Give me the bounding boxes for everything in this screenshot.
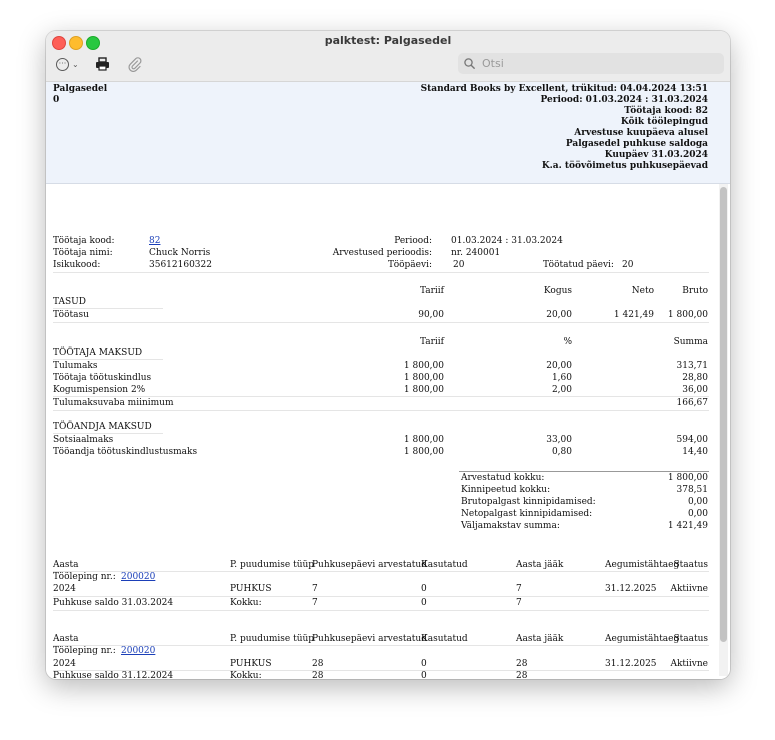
vertical-scrollbar[interactable] (719, 184, 728, 676)
window-title: palktest: Palgasedel (324, 34, 452, 47)
search-field[interactable] (458, 53, 724, 74)
leave-used: 0 (421, 659, 427, 669)
leave-accrued: 28 (312, 659, 324, 669)
column-header: Tariif (419, 286, 444, 296)
cell: 20,00 (546, 361, 572, 371)
leave-year: 2024 (53, 659, 76, 669)
leave-column-header: Aasta (53, 560, 79, 570)
column-header: Kogus (543, 286, 572, 296)
divider (53, 410, 709, 411)
workdays-value: 20 (453, 260, 465, 270)
search-icon (464, 58, 475, 69)
leave-status: Aktiivne (670, 584, 708, 594)
title-bar (46, 31, 730, 82)
leave-total-accrued: 7 (312, 598, 318, 608)
header-info-line: Palgasedel puhkuse saldoga (565, 139, 708, 149)
header-info-line: K.a. töövõimetus puhkusepäevad (541, 161, 708, 171)
worked-days-label: Töötatud päevi: (543, 260, 614, 270)
total-value: 1 421,49 (667, 521, 708, 531)
column-header: Summa (673, 337, 708, 347)
leave-column-header: Aasta jääk (516, 560, 564, 570)
absence-type: PUHKUS (230, 584, 272, 594)
cell: 1 800,00 (403, 361, 444, 371)
window (46, 31, 730, 679)
leave-saldo-label: Puhkuse saldo 31.12.2024 (53, 671, 174, 679)
contract-number-link[interactable]: 200020 (121, 646, 156, 656)
leave-saldo-label: Puhkuse saldo 31.03.2024 (53, 598, 174, 608)
cell: 33,00 (546, 435, 572, 445)
total-label: Brutopalgast kinnipidamised: (461, 497, 596, 507)
cell: 28,80 (682, 373, 708, 383)
row-name: Kogumispension 2% (53, 385, 146, 395)
leave-year: 2024 (53, 584, 76, 594)
totals-divider (459, 471, 709, 472)
divider (53, 272, 709, 273)
contract-label: Tööleping nr.: (53, 572, 116, 582)
row-name: Tulumaks (53, 361, 98, 371)
cell: 1 800,00 (403, 373, 444, 383)
employee-code-link[interactable]: 82 (149, 236, 161, 246)
header-info-line: Töötaja kood: 82 (624, 106, 708, 116)
print-button[interactable] (95, 56, 110, 72)
cell: 36,00 (682, 385, 708, 395)
divider (53, 322, 709, 323)
leave-column-header: Staatus (673, 634, 708, 644)
header-info-line: Periood: 01.03.2024 : 31.03.2024 (540, 95, 708, 105)
leave-expiry: 31.12.2025 (605, 584, 657, 594)
workdays-label: Tööpäevi: (388, 260, 432, 270)
total-value: 0,00 (687, 509, 708, 519)
header-info-line: Arvestuse kuupäeva alusel (574, 128, 708, 138)
cell: 1 800,00 (403, 385, 444, 395)
calculations-label: Arvestused perioodis: (332, 248, 432, 258)
leave-accrued: 7 (312, 584, 318, 594)
cell: 313,71 (676, 361, 708, 371)
leave-total-accrued: 28 (312, 671, 324, 679)
leave-balance: 28 (516, 659, 528, 669)
row-name: Tulumaksuvaba miinimum (53, 398, 174, 408)
header-info-line: Standard Books by Excellent, trükitud: 04.04.2024 13:51 (420, 84, 708, 94)
divider (53, 396, 709, 397)
leave-status: Aktiivne (670, 659, 708, 669)
cell: 1 800,00 (667, 310, 708, 320)
leave-column-header: Kasutatud (421, 560, 468, 570)
leave-total-balance: 28 (516, 671, 528, 679)
leave-total-used: 0 (421, 598, 427, 608)
leave-column-header: Puhkusepäevi arvestatud (312, 560, 427, 570)
leave-column-header: Aasta (53, 634, 79, 644)
employee-name: Chuck Norris (149, 248, 211, 258)
leave-balance: 7 (516, 584, 522, 594)
leave-total-balance: 7 (516, 598, 522, 608)
total-label: Kinnipeetud kokku: (461, 485, 551, 495)
section-title-tasud: TASUD (53, 297, 86, 307)
employee-name-label: Töötaja nimi: (53, 248, 113, 258)
leave-column-header: Aegumistähtaeg (605, 634, 680, 644)
column-header: Bruto (682, 286, 708, 296)
scrollbar-thumb[interactable] (720, 187, 727, 642)
cell: 20,00 (546, 310, 572, 320)
leave-column-header: Puhkusepäevi arvestatud (312, 634, 427, 644)
leave-used: 0 (421, 584, 427, 594)
header-info-line: Kuupäev 31.03.2024 (604, 150, 708, 160)
column-header: Neto (631, 286, 654, 296)
divider (53, 610, 709, 611)
leave-column-header: Aegumistähtaeg (605, 560, 680, 570)
cell: 2,00 (551, 385, 572, 395)
leave-total-label: Kokku: (230, 671, 262, 679)
section-title-employee-taxes: TÖÖTAJA MAKSUD (53, 348, 143, 358)
row-name: Tööandja töötuskindlustusmaks (53, 447, 198, 457)
leave-column-header: Staatus (673, 560, 708, 570)
total-value: 378,51 (676, 485, 708, 495)
divider (53, 359, 163, 360)
total-label: Arvestatud kokku: (461, 473, 545, 483)
absence-type: PUHKUS (230, 659, 272, 669)
cell: 90,00 (418, 310, 444, 320)
leave-column-header: Aasta jääk (516, 634, 564, 644)
id-code-label: Isikukood: (53, 260, 101, 270)
section-title-employer-taxes: TÖÖANDJA MAKSUD (53, 422, 152, 432)
document-title: Palgasedel (53, 84, 108, 94)
leave-total-label: Kokku: (230, 598, 262, 608)
worked-days-value: 20 (622, 260, 634, 270)
cell: 1 800,00 (403, 447, 444, 457)
row-name: Sotsiaalmaks (53, 435, 114, 445)
divider (53, 433, 163, 434)
paperclip-icon (128, 57, 142, 72)
period-label: Periood: (394, 236, 432, 246)
contract-label: Tööleping nr.: (53, 646, 116, 656)
document-number: 0 (53, 95, 60, 105)
calculations-value: nr. 240001 (451, 248, 501, 258)
id-code: 35612160322 (149, 260, 212, 270)
total-label: Netopalgast kinnipidamised: (461, 509, 593, 519)
row-name: Töötaja töötuskindlus (53, 373, 152, 383)
leave-column-header: P. puudumise tüüp (230, 634, 315, 644)
divider (53, 596, 709, 597)
cell: 14,40 (682, 447, 708, 457)
total-value: 1 800,00 (667, 473, 708, 483)
document-view (46, 82, 730, 679)
period-value: 01.03.2024 : 31.03.2024 (451, 236, 563, 246)
contract-number-link[interactable]: 200020 (121, 572, 156, 582)
chevron-down-icon: ⌄ (72, 59, 79, 69)
cell: 166,67 (676, 398, 708, 408)
total-label: Väljamakstav summa: (461, 521, 560, 531)
header-info-line: Kõik töölepingud (620, 117, 708, 127)
leave-total-used: 0 (421, 671, 427, 679)
search-input[interactable] (480, 56, 704, 71)
report-header (46, 82, 730, 184)
cell: 1 421,49 (613, 310, 654, 320)
row-name: Töötasu (53, 310, 89, 320)
employee-code-label: Töötaja kood: (53, 236, 115, 246)
leave-column-header: P. puudumise tüüp (230, 560, 315, 570)
more-actions-button[interactable] (56, 56, 79, 72)
divider (53, 308, 163, 309)
cell: 1 800,00 (403, 435, 444, 445)
cell: 0,80 (551, 447, 572, 457)
column-header: Tariif (419, 337, 444, 347)
column-header: % (563, 337, 572, 347)
cell: 594,00 (676, 435, 708, 445)
total-value: 0,00 (687, 497, 708, 507)
printer-icon (95, 57, 110, 71)
attachment-button[interactable] (128, 56, 142, 72)
leave-column-header: Kasutatud (421, 634, 468, 644)
ellipsis-circle-icon: ··· (56, 58, 69, 71)
cell: 1,60 (551, 373, 572, 383)
leave-expiry: 31.12.2025 (605, 659, 657, 669)
